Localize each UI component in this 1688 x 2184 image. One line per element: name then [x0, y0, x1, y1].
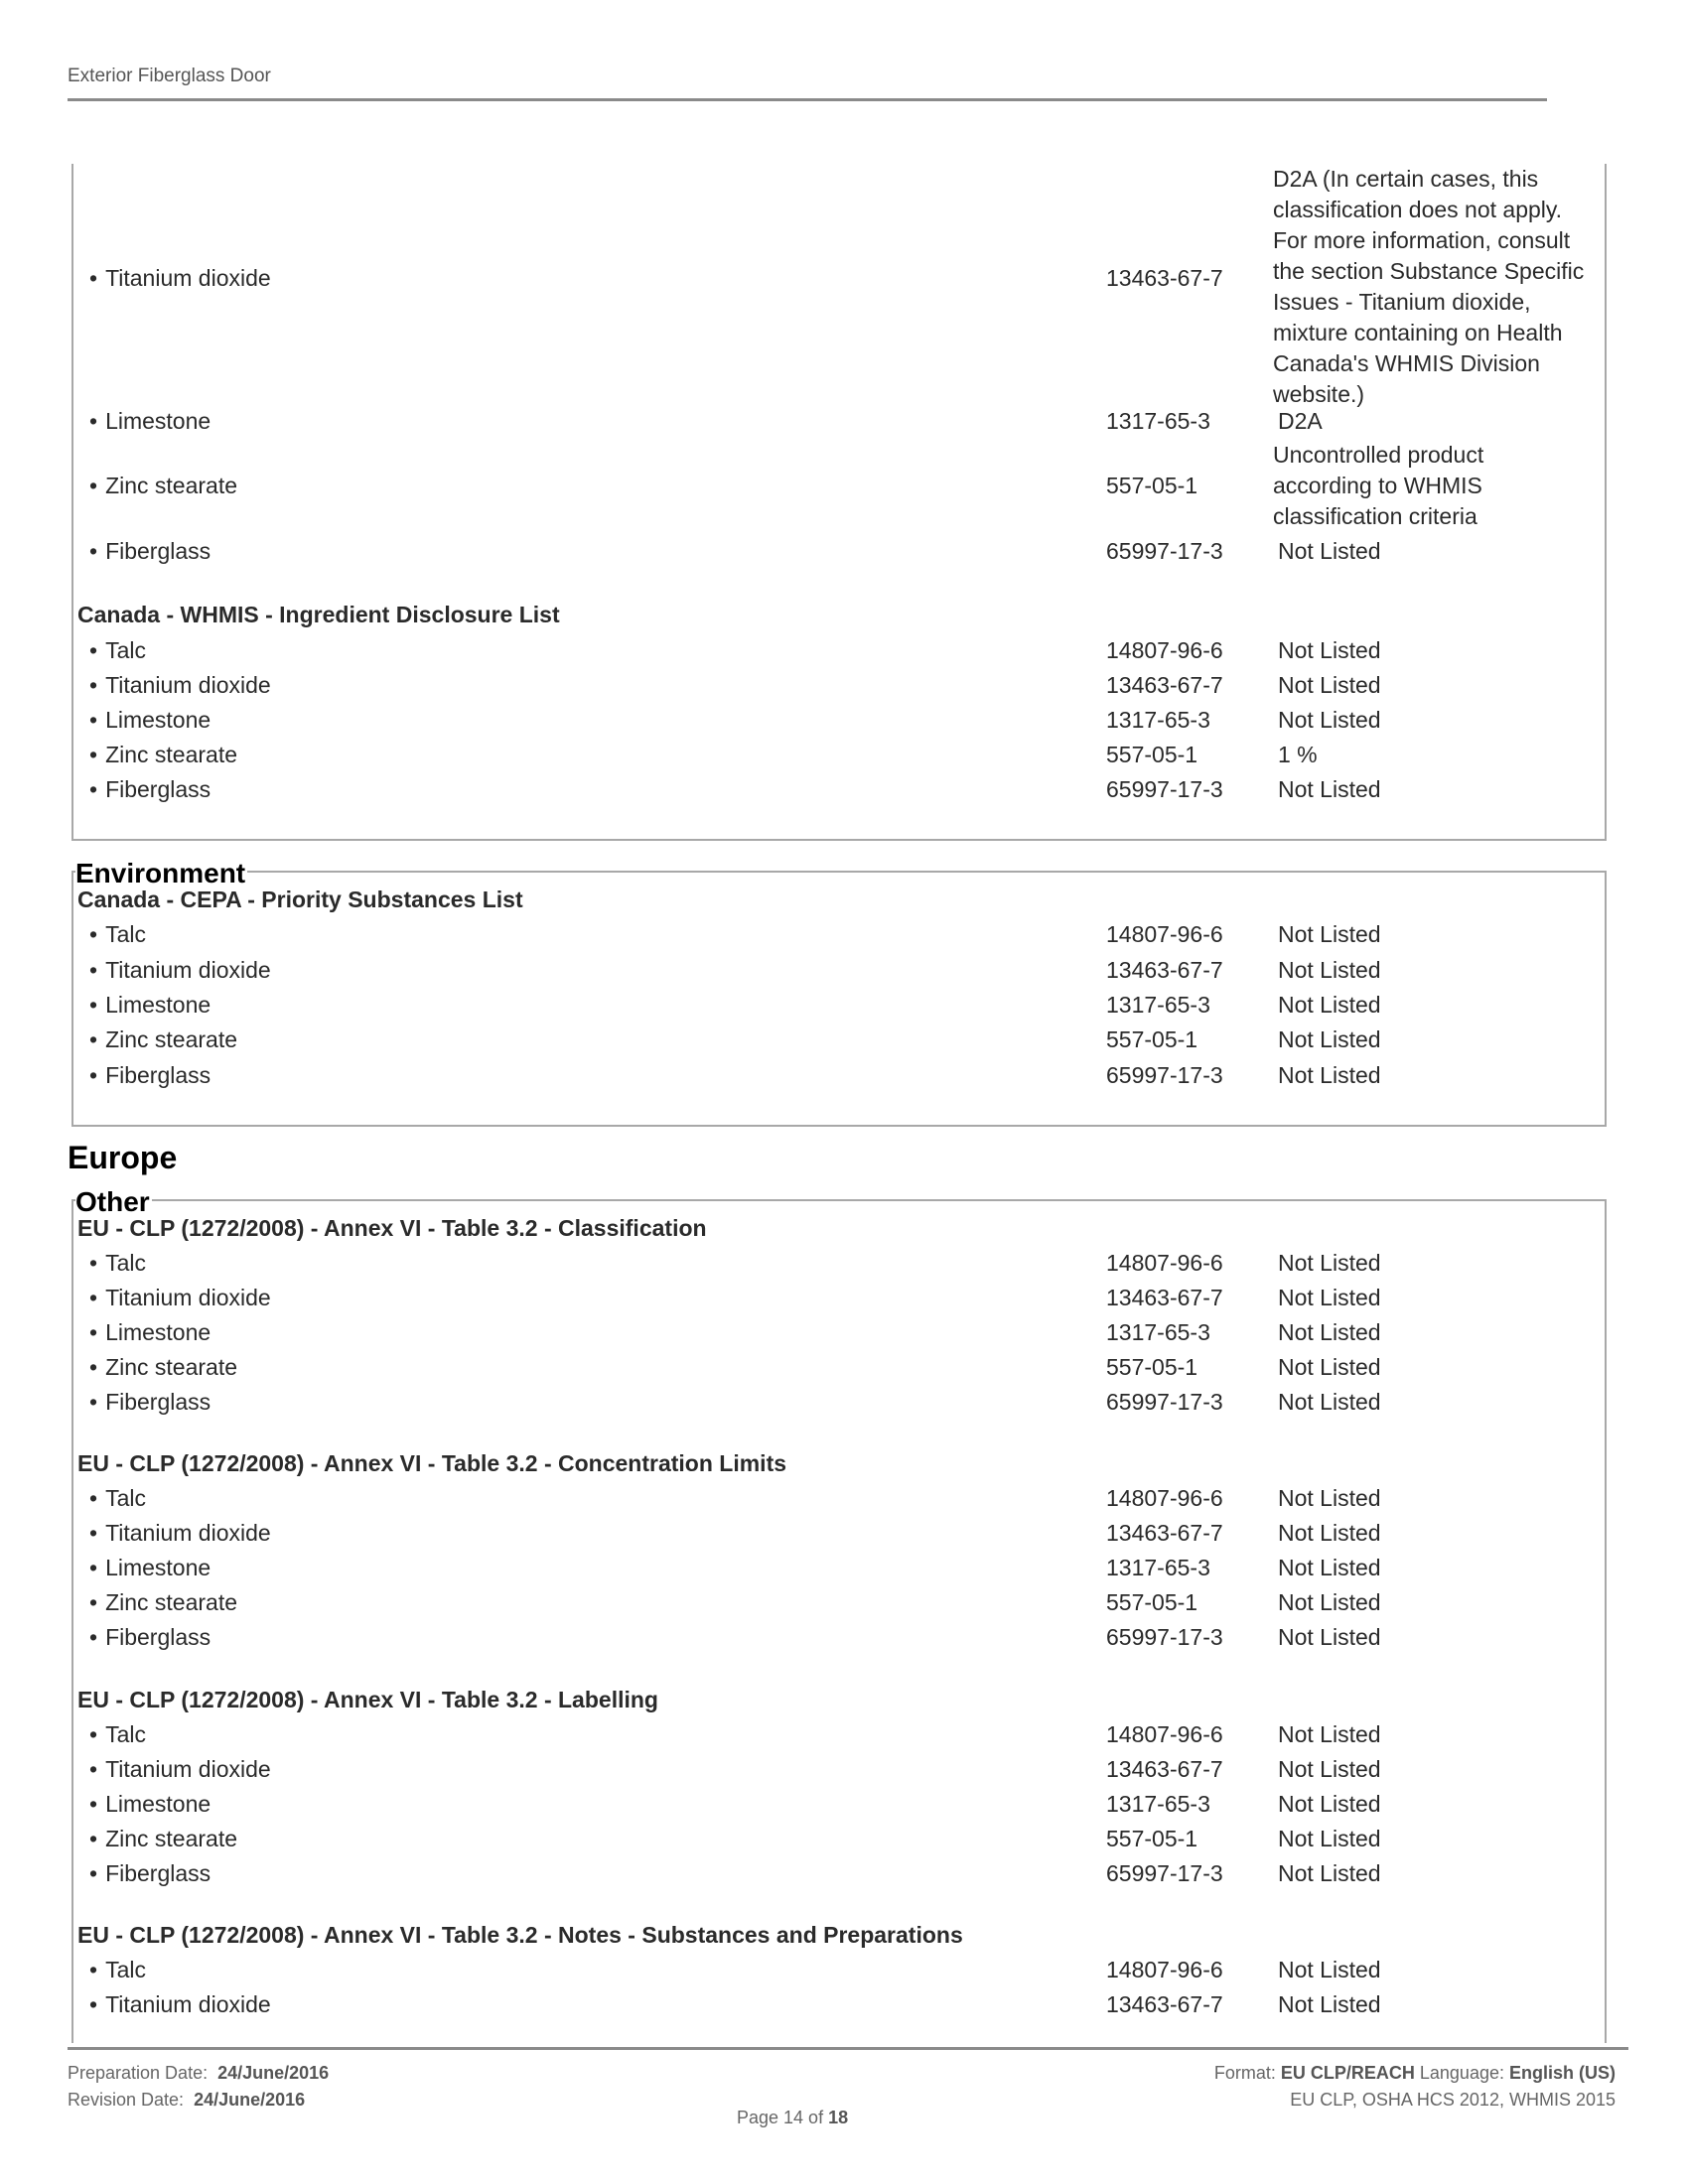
substance-name: • Titanium dioxide — [89, 263, 271, 294]
cas-number: 14807-96-6 — [1106, 1250, 1223, 1276]
regulations: EU CLP, OSHA HCS 2012, WHMIS 2015 — [1290, 2090, 1616, 2110]
substance-name: • Fiberglass — [89, 1060, 211, 1091]
cas-number: 14807-96-6 — [1106, 1957, 1223, 1982]
cas-number: 65997-17-3 — [1106, 538, 1223, 564]
page-label: Page 14 of — [737, 2108, 824, 2127]
substance-name: • Titanium dioxide — [89, 670, 271, 701]
substance-name: • Zinc stearate — [89, 1587, 237, 1618]
classification-value: Not Listed — [1278, 1957, 1381, 1982]
classification-value: Not Listed — [1278, 1826, 1381, 1851]
preparation-date-value: 24/June/2016 — [217, 2063, 330, 2083]
classification-value: Not Listed — [1278, 1791, 1381, 1817]
substance-name: • Talc — [89, 1719, 146, 1750]
substance-name: • Titanium dioxide — [89, 1283, 271, 1313]
substance-name: • Fiberglass — [89, 1622, 211, 1653]
cas-number: 13463-67-7 — [1106, 265, 1223, 291]
cas-number: 557-05-1 — [1106, 473, 1198, 498]
substance-name: • Limestone — [89, 406, 211, 437]
section-heading-europe: Europe — [68, 1140, 178, 1175]
classification-value: Not Listed — [1278, 1062, 1381, 1088]
cas-number: 65997-17-3 — [1106, 776, 1223, 802]
revision-date — [68, 2090, 305, 2111]
substance-name: • Zinc stearate — [89, 1824, 237, 1854]
revision-date-label: Revision Date: — [68, 2090, 185, 2110]
language-label: Language: — [1419, 2063, 1504, 2083]
substance-name: • Titanium dioxide — [89, 955, 271, 986]
substance-name: • Talc — [89, 635, 146, 666]
list-title: EU - CLP (1272/2008) - Annex VI - Table 3.2 - Notes - Substances and Preparations — [77, 1922, 963, 1948]
substance-name: • Limestone — [89, 1553, 211, 1583]
environment-box — [71, 858, 1607, 1127]
substance-name: • Talc — [89, 1248, 146, 1279]
cas-number: 14807-96-6 — [1106, 1485, 1223, 1511]
substance-name: • Talc — [89, 1955, 146, 1985]
page-number — [737, 2108, 848, 2128]
classification-value: Not Listed — [1278, 707, 1381, 733]
substance-name: • Zinc stearate — [89, 1024, 237, 1055]
cas-number: 14807-96-6 — [1106, 921, 1223, 947]
cas-number: 13463-67-7 — [1106, 672, 1223, 698]
classification-value: Not Listed — [1278, 1555, 1381, 1580]
cas-number: 557-05-1 — [1106, 1826, 1198, 1851]
classification-value: Not Listed — [1278, 921, 1381, 947]
cas-number: 1317-65-3 — [1106, 707, 1210, 733]
classification-value: Not Listed — [1278, 1721, 1381, 1747]
revision-date-value: 24/June/2016 — [194, 2090, 306, 2110]
cas-number: 1317-65-3 — [1106, 1555, 1210, 1580]
classification-value: Not Listed — [1278, 1756, 1381, 1782]
cas-number: 13463-67-7 — [1106, 957, 1223, 983]
cas-number: 14807-96-6 — [1106, 637, 1223, 663]
box-title: Environment — [75, 858, 246, 888]
format-language — [1214, 2063, 1616, 2084]
cas-number: 1317-65-3 — [1106, 408, 1210, 434]
substance-name: • Fiberglass — [89, 1387, 211, 1418]
substance-name: • Limestone — [89, 1789, 211, 1820]
list-title: EU - CLP (1272/2008) - Annex VI - Table 3.2 - Labelling — [77, 1687, 658, 1712]
cas-number: 13463-67-7 — [1106, 1756, 1223, 1782]
cas-number: 557-05-1 — [1106, 1354, 1198, 1380]
classification-value: Not Listed — [1278, 637, 1381, 663]
classification-value: D2A — [1278, 408, 1323, 434]
substance-name: • Talc — [89, 919, 146, 950]
cas-number: 1317-65-3 — [1106, 1319, 1210, 1345]
classification-value: Not Listed — [1278, 672, 1381, 698]
classification-value: Not Listed — [1278, 1250, 1381, 1276]
list-title: EU - CLP (1272/2008) - Annex VI - Table 3.2 - Concentration Limits — [77, 1450, 787, 1476]
classification-value: Not Listed — [1278, 1354, 1381, 1380]
footer-divider — [68, 2047, 1628, 2050]
preparation-date — [68, 2063, 329, 2084]
other-box — [71, 1186, 1607, 2043]
cas-number: 14807-96-6 — [1106, 1721, 1223, 1747]
language-value: English (US) — [1509, 2063, 1616, 2083]
substance-name: • Fiberglass — [89, 536, 211, 567]
cas-number: 557-05-1 — [1106, 1589, 1198, 1615]
header-divider — [68, 98, 1547, 101]
cas-number: 1317-65-3 — [1106, 992, 1210, 1018]
classification-value: Not Listed — [1278, 1285, 1381, 1310]
canada-whmis-box — [71, 164, 1607, 841]
cas-number: 65997-17-3 — [1106, 1062, 1223, 1088]
format-label: Format: — [1213, 2063, 1276, 2083]
cas-number: 1317-65-3 — [1106, 1791, 1210, 1817]
preparation-date-label: Preparation Date: — [68, 2063, 209, 2083]
cas-number: 557-05-1 — [1106, 1026, 1198, 1052]
document-title: Exterior Fiberglass Door — [68, 66, 271, 86]
page-total: 18 — [828, 2108, 849, 2127]
substance-name: • Limestone — [89, 705, 211, 736]
substance-name: • Talc — [89, 1483, 146, 1514]
classification-value: Not Listed — [1278, 1520, 1381, 1546]
substance-name: • Fiberglass — [89, 774, 211, 805]
classification-value: Not Listed — [1278, 538, 1381, 564]
cas-number: 65997-17-3 — [1106, 1389, 1223, 1415]
classification-value: Not Listed — [1278, 1589, 1381, 1615]
classification-value: Uncontrolled product according to WHMIS classification criteria — [1273, 442, 1484, 529]
box-title: Other — [75, 1186, 150, 1217]
classification-value: Not Listed — [1278, 957, 1381, 983]
substance-name: • Limestone — [89, 1317, 211, 1348]
classification-value: Not Listed — [1278, 1991, 1381, 2017]
substance-name: • Fiberglass — [89, 1858, 211, 1889]
substance-name: • Titanium dioxide — [89, 1518, 271, 1549]
classification-value: Not Listed — [1278, 776, 1381, 802]
substance-name: • Limestone — [89, 990, 211, 1021]
classification-value: Not Listed — [1278, 992, 1381, 1018]
classification-value: D2A (In certain cases, this classification does not apply. For more information, consult the section Substance Specific Issues - Titanium dioxide, mixture containing on Health Canada's WHMIS Division website.) — [1273, 166, 1585, 407]
list-title: Canada - CEPA - Priority Substances List — [77, 887, 523, 912]
substance-name: • Zinc stearate — [89, 1352, 237, 1383]
classification-value: Not Listed — [1278, 1624, 1381, 1650]
classification-value: Not Listed — [1278, 1389, 1381, 1415]
classification-value: Not Listed — [1278, 1485, 1381, 1511]
cas-number: 557-05-1 — [1106, 742, 1198, 767]
substance-name: • Titanium dioxide — [89, 1754, 271, 1785]
cas-number: 65997-17-3 — [1106, 1860, 1223, 1886]
format-value: EU CLP/REACH — [1280, 2063, 1415, 2083]
cas-number: 13463-67-7 — [1106, 1285, 1223, 1310]
cas-number: 13463-67-7 — [1106, 1520, 1223, 1546]
classification-value: Not Listed — [1278, 1860, 1381, 1886]
substance-name: • Zinc stearate — [89, 471, 237, 501]
substance-name: • Titanium dioxide — [89, 1989, 271, 2020]
cas-number: 13463-67-7 — [1106, 1991, 1223, 2017]
substance-name: • Zinc stearate — [89, 740, 237, 770]
list-title: Canada - WHMIS - Ingredient Disclosure List — [77, 602, 560, 627]
cas-number: 65997-17-3 — [1106, 1624, 1223, 1650]
list-title: EU - CLP (1272/2008) - Annex VI - Table 3.2 - Classification — [77, 1215, 707, 1241]
classification-value: Not Listed — [1278, 1319, 1381, 1345]
classification-value: 1 % — [1278, 742, 1318, 767]
classification-value: Not Listed — [1278, 1026, 1381, 1052]
